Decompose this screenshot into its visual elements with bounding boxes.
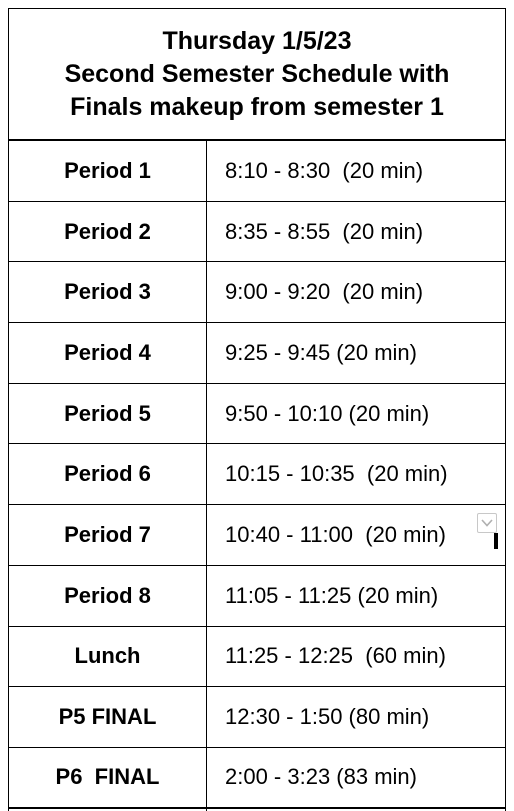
header-subtitle: Finals makeup from semester 1 (70, 92, 444, 121)
period-cell[interactable]: Period 5 (9, 384, 207, 444)
period-cell[interactable]: P5 FINAL (9, 687, 207, 747)
table-row[interactable] (9, 323, 505, 384)
table-row[interactable] (9, 202, 505, 263)
time-cell[interactable]: 2:00 - 3:23 (83 min) (225, 764, 417, 790)
header-date: Thursday 1/5/23 (162, 26, 352, 55)
table-row[interactable] (9, 444, 505, 505)
period-cell[interactable]: P6 FINAL (9, 748, 207, 807)
table-row[interactable] (9, 566, 505, 627)
schedule-header[interactable] (9, 9, 505, 141)
time-cell[interactable]: 9:00 - 9:20 (20 min) (225, 279, 424, 305)
period-cell[interactable]: Period 2 (9, 202, 207, 262)
period-cell[interactable]: Period 3 (9, 262, 207, 322)
table-row[interactable] (9, 262, 505, 323)
period-cell[interactable]: Lunch (9, 627, 207, 687)
schedule-table (8, 8, 506, 811)
period-cell[interactable]: Period 8 (9, 566, 207, 626)
period-cell[interactable]: Period 7 (9, 505, 207, 565)
time-cell[interactable]: 10:15 - 10:35 (20 min) (225, 461, 448, 487)
table-row[interactable] (9, 627, 505, 688)
time-cell[interactable]: 11:05 - 11:25 (20 min) (225, 582, 439, 608)
table-row[interactable] (9, 687, 505, 748)
time-cell[interactable]: 8:10 - 8:30 (20 min) (225, 157, 424, 183)
table-row[interactable] (9, 748, 505, 809)
chevron-down-icon[interactable] (477, 513, 497, 533)
text-cursor (494, 533, 498, 549)
time-cell[interactable]: 12:30 - 1:50 (80 min) (225, 704, 430, 730)
period-cell[interactable]: Period 1 (9, 141, 207, 201)
time-cell[interactable]: 9:50 - 10:10 (20 min) (225, 400, 430, 426)
table-row[interactable] (9, 505, 505, 566)
period-cell[interactable]: Period 4 (9, 323, 207, 383)
table-row[interactable] (9, 141, 505, 202)
header-title: Second Semester Schedule with (64, 59, 450, 88)
time-cell[interactable]: 10:40 - 11:00 (20 min) (225, 521, 446, 547)
time-cell[interactable]: 11:25 - 12:25 (60 min) (225, 643, 446, 669)
time-cell[interactable]: 9:25 - 9:45 (20 min) (225, 339, 417, 365)
table-row[interactable] (9, 384, 505, 445)
time-cell[interactable]: 8:35 - 8:55 (20 min) (225, 218, 424, 244)
period-cell[interactable]: Period 6 (9, 444, 207, 504)
